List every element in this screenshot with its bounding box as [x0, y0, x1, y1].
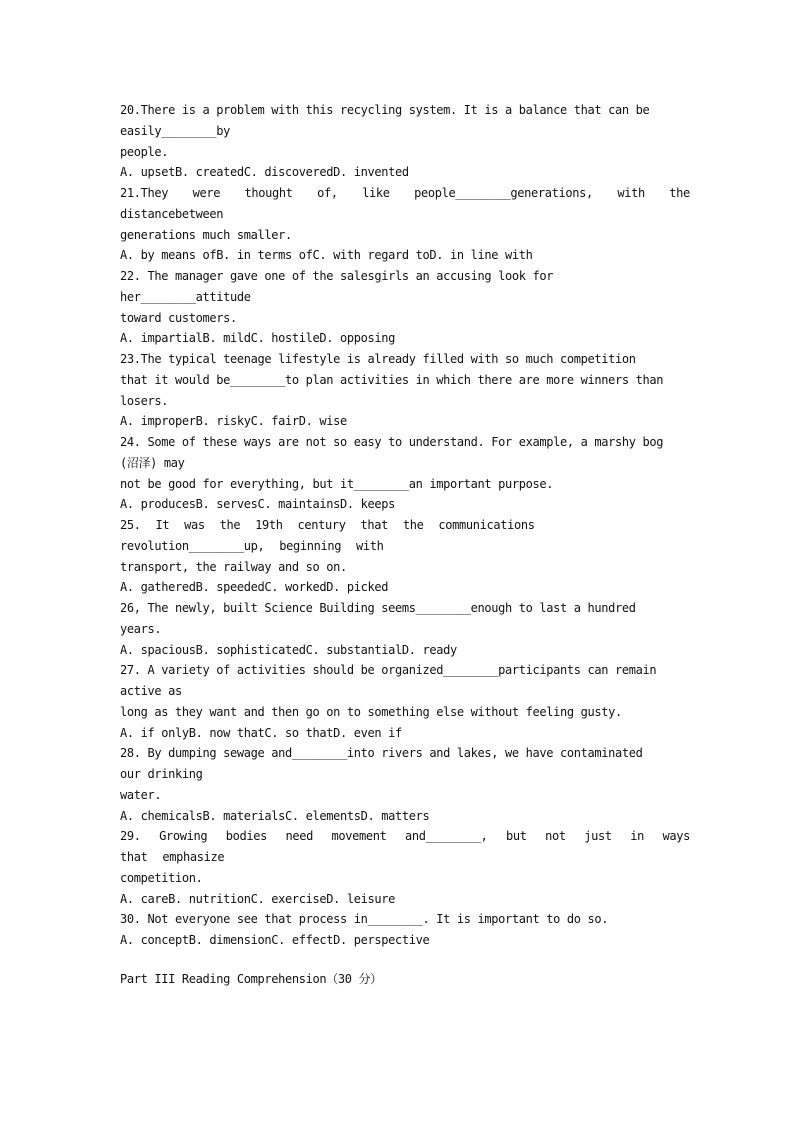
question-29 [120, 826, 690, 909]
answer-options: A. if onlyB. now thatC. so thatD. even if [120, 725, 402, 740]
question-20 [120, 100, 690, 183]
question-23 [120, 349, 690, 432]
question-line: 23.The typical teenage lifestyle is already filled with so much competition [120, 352, 636, 366]
answer-options: A. impartialB. mildC. hostileD. opposing [120, 331, 395, 346]
answer-options: A. conceptB. dimensionC. effectD. perspective [120, 933, 430, 947]
question-line: not be good for everything, but it________an important purpose. [120, 476, 554, 491]
exam-page [120, 100, 690, 990]
answer-options: A. chemicalsB. materialsC. elementsD. matters [120, 808, 430, 823]
question-30 [120, 909, 690, 951]
question-line: revolution________up, beginning with [120, 538, 384, 553]
question-line: losers. [120, 393, 169, 408]
question-line: transport, the railway and so on. [120, 559, 347, 574]
question-28 [120, 743, 690, 826]
answer-options: A. upsetB. createdC. discoveredD. invented [120, 165, 409, 180]
question-22 [120, 266, 690, 349]
question-line: that emphasize [120, 850, 225, 864]
question-line: 26, The newly, built Science Building seems________enough to last a hundred [120, 601, 636, 615]
question-line: generations much smaller. [120, 227, 292, 242]
question-line: 29. Growing bodies need movement and________, but not just in ways [120, 829, 690, 844]
answer-options: A. spaciousB. sophisticatedC. substantialD. ready [120, 642, 457, 657]
question-26 [120, 598, 690, 660]
question-line: people. [120, 144, 169, 159]
section-spacer [120, 951, 690, 969]
question-line: long as they want and then go on to something else without feeling gusty. [120, 704, 622, 719]
question-21 [120, 183, 690, 266]
question-line: 30. Not everyone see that process in________. It is important to do so. [120, 912, 609, 927]
answer-options: A. improperB. riskyC. fairD. wise [120, 414, 347, 429]
question-line: 25. It was the 19th century that the communications [120, 518, 535, 532]
question-line: 27. A variety of activities should be organized________participants can remain [120, 663, 657, 678]
section-heading: Part III Reading Comprehension（30 分） [120, 971, 382, 986]
question-line: 28. By dumping sewage and________into rivers and lakes, we have contaminated [120, 746, 643, 761]
answer-options: A. gatheredB. speededC. workedD. picked [120, 580, 389, 595]
question-line: 22. The manager gave one of the salesgirls an accusing look for [120, 269, 554, 283]
question-line: that it would be________to plan activities in which there are more winners than [120, 372, 664, 387]
question-line: her________attitude [120, 289, 251, 304]
answer-options: A. by means ofB. in terms ofC. with regard toD. in line with [120, 248, 533, 263]
question-line: 21.They were thought of, like people________generations, with the [120, 186, 690, 200]
question-line: (沼泽) may [120, 455, 185, 470]
answer-options: A. producesB. servesC. maintainsD. keeps [120, 497, 395, 512]
question-line: toward customers. [120, 310, 237, 325]
question-line: 20.There is a problem with this recycling system. It is a balance that can be [120, 103, 650, 117]
question-25 [120, 515, 690, 598]
question-line: competition. [120, 870, 203, 885]
answer-options: A. careB. nutritionC. exerciseD. leisure [120, 891, 395, 906]
question-27 [120, 660, 690, 743]
question-line: easily________by [120, 123, 230, 138]
question-line: active as [120, 684, 182, 698]
question-line: water. [120, 787, 162, 802]
question-line: years. [120, 621, 162, 636]
question-line: our drinking [120, 767, 203, 781]
question-24 [120, 432, 690, 515]
question-line: 24. Some of these ways are not so easy to understand. For example, a marshy bog [120, 435, 664, 449]
question-line: distancebetween [120, 206, 224, 221]
